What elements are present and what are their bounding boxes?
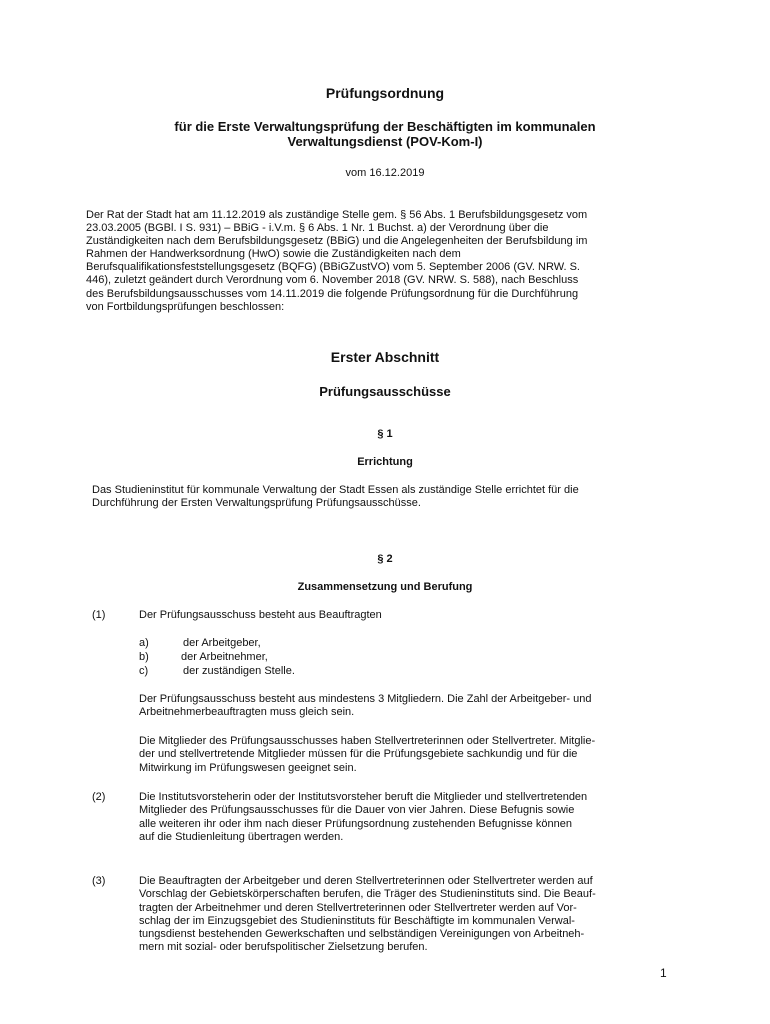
document-subtitle: [0, 119, 770, 149]
paragraph-1-text: [92, 484, 579, 510]
clause-1-line: Arbeitnehmerbeauftragten muss gleich sein.: [139, 706, 355, 719]
clause-1-text-a: [139, 693, 591, 720]
clause-1-lead: Der Prüfungsausschuss besteht aus Beauftragten: [139, 609, 382, 621]
intro-line: von Fortbildungsprüfungen beschlossen:: [86, 300, 285, 313]
clause-1-text-b: [139, 735, 595, 775]
page-number: 1: [660, 966, 667, 980]
clause-3-line: tungsdienst bestehenden Gewerkschaften und selbständigen Vereinigungen von Arbeitneh-: [139, 928, 585, 941]
clause-3-line: Vorschlag der Gebietskörperschaften berufen, die Träger des Studieninstituts sind. Die Beauf-: [139, 888, 596, 901]
paragraph-2-title: Zusammensetzung und Berufung: [297, 581, 473, 593]
clause-3-line: Die Beauftragten der Arbeitgeber und deren Stellvertreterinnen oder Stellvertreter werden auf: [139, 875, 593, 887]
clause-2-line: alle weiteren ihr oder ihm nach dieser Prüfungsordnung zustehenden Befugnisse können: [139, 817, 572, 830]
intro-line: 446), zuletzt geändert durch Verordnung vom 6. November 2018 (GV. NRW. S. 588), nach Beschluss: [86, 274, 579, 287]
clause-3-number: (3): [92, 875, 106, 887]
intro-line: des Berufsbildungsausschusses vom 14.11.2019 die folgende Prüfungsordnung für die Durchführung: [86, 287, 579, 300]
subtitle-line: Verwaltungsdienst (POV-Kom-I): [287, 134, 483, 149]
list-item-letter: b): [139, 651, 149, 663]
clause-1-line: Der Prüfungsausschuss besteht aus mindestens 3 Mitgliedern. Die Zahl der Arbeitgeber- und: [139, 693, 592, 705]
clause-2-line: auf die Studienleitung übertragen werden.: [139, 830, 344, 843]
list-item-letter: c): [139, 665, 149, 677]
list-item-letter: a): [139, 637, 149, 649]
intro-paragraph: [86, 209, 587, 314]
document-title: Prüfungsordnung: [325, 85, 445, 101]
intro-line: Der Rat der Stadt hat am 11.12.2019 als zuständige Stelle gem. § 56 Abs. 1 Berufsbildungsgesetz vom: [86, 209, 588, 221]
intro-line: Zuständigkeiten nach dem Berufsbildungsgesetz (BBiG) und die Angelegenheiten der Berufsbildung im: [86, 235, 588, 248]
paragraph-1-number: § 1: [377, 428, 393, 440]
subtitle-line: für die Erste Verwaltungsprüfung der Beschäftigten im kommunalen: [174, 119, 596, 134]
paragraph-1-line: Das Studieninstitut für kommunale Verwaltung der Stadt Essen als zuständige Stelle errichtet für die: [92, 484, 579, 496]
paragraph-1-line: Durchführung der Ersten Verwaltungsprüfung Prüfungsausschüsse.: [92, 497, 421, 510]
document-date: vom 16.12.2019: [345, 167, 425, 179]
section-subheading: Prüfungsausschüsse: [319, 384, 451, 399]
list-item-text: der Arbeitnehmer,: [181, 651, 268, 663]
list-item-text: der zuständigen Stelle.: [183, 665, 295, 677]
clause-1-number: (1): [92, 609, 106, 621]
clause-2-number: (2): [92, 791, 106, 803]
clause-1-line: der und stellvertretende Mitglieder müssen für die Prüfungsgebiete sachkundig und für die: [139, 748, 578, 761]
clause-1-line: Die Mitglieder des Prüfungsausschusses haben Stellvertreterinnen oder Stellvertreter. Mitglie-: [139, 735, 596, 747]
clause-1-line: Mitwirkung im Prüfungswesen geeignet sein.: [139, 761, 357, 774]
paragraph-1-title: Errichtung: [357, 456, 413, 468]
clause-2-line: Die Institutsvorsteherin oder der Institutsvorsteher beruft die Mitglieder und stellvertretenden: [139, 791, 588, 803]
intro-line: Berufsqualifikationsfeststellungsgesetz (BQFG) (BBiGZustVO) vom 5. September 2006 (GV. NRW. S.: [86, 261, 580, 274]
list-item-text: der Arbeitgeber,: [183, 637, 261, 649]
clause-3-text: [139, 875, 596, 955]
clause-3-line: tragten der Arbeitnehmer und deren Stellvertreterinnen oder Stellvertreter werden auf Vor-: [139, 901, 577, 914]
clause-3-line: schlag der im Einzugsgebiet des Studieninstituts für Beschäftigte im kommunalen Verwal-: [139, 914, 575, 927]
section-heading: Erster Abschnitt: [330, 349, 440, 365]
clause-3-line: mern mit sozial- oder berufspolitischer Zielsetzung berufen.: [139, 941, 428, 954]
clause-2-line: Mitglieder des Prüfungsausschusses für die Dauer von vier Jahren. Diese Befugnis sowie: [139, 804, 575, 817]
clause-2-text: [139, 791, 587, 844]
intro-line: Rahmen der Handwerksordnung (HwO) sowie die Zuständigkeiten nach dem: [86, 248, 461, 261]
paragraph-2-number: § 2: [377, 553, 393, 565]
intro-line: 23.03.2005 (BGBl. I S. 931) – BBiG - i.V.m. § 6 Abs. 1 Nr. 1 Buchst. a) der Verordnung über die: [86, 222, 549, 235]
